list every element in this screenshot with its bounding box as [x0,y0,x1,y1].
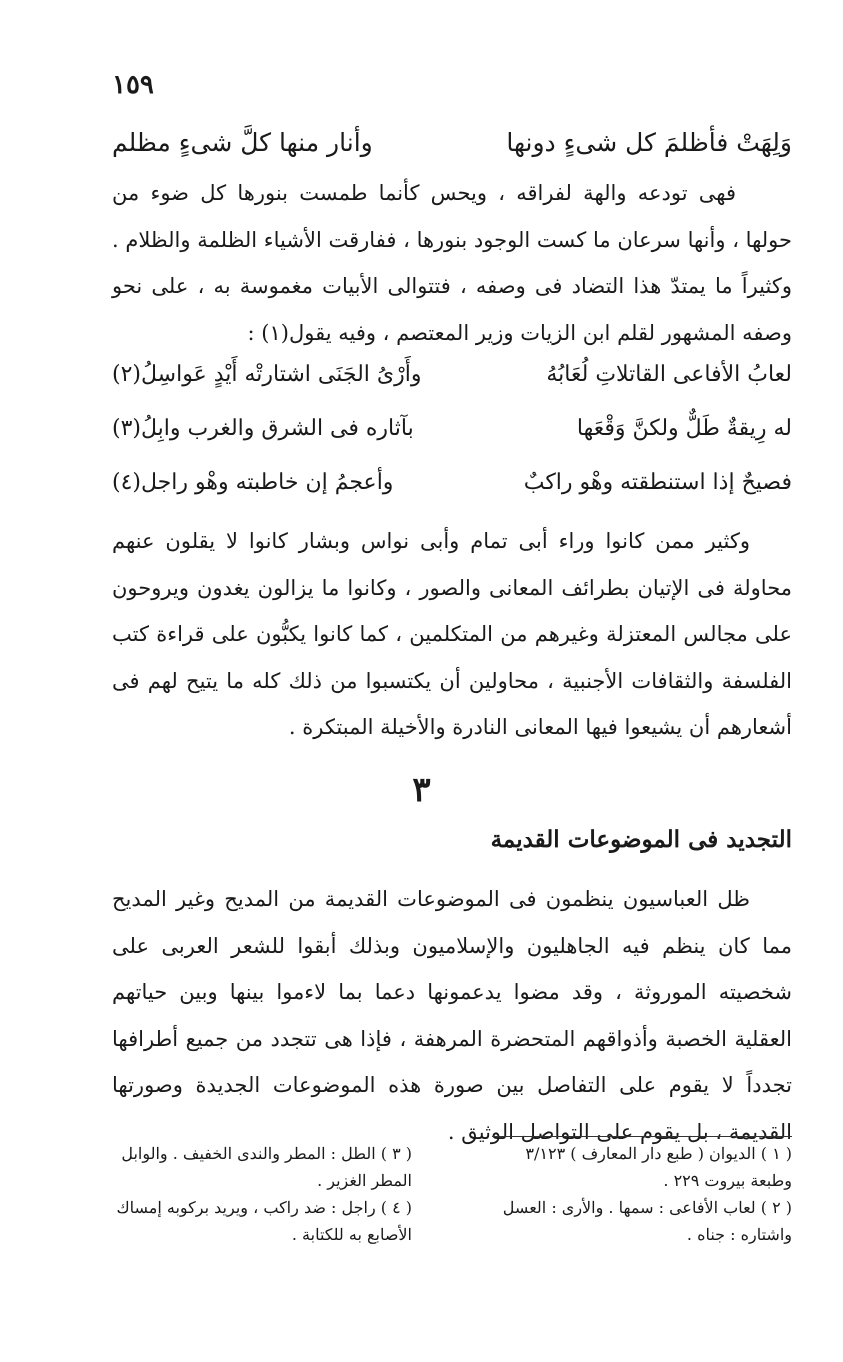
verse-line [112,356,792,410]
section-heading: التجديد فى الموضوعات القديمة [490,826,792,853]
poem-verses [112,356,792,518]
body-paragraph: وكثير ممن كانوا وراء أبى تمام وأبى نواس وبشار كانوا لا يقلون عنهم محاولة فى الإتيان بطرائف المعانى والصور ، وكانوا ما يزالون يغدون ويروحون على مجالس المعتزلة وغيرهم من المتكلمين ، كما كانوا يكبُّون على قراءة كتب الفلسفة والثقافات الأجنبية ، محاولين أن يكتسبوا من ذلك كله ما يتيح لهم فى أشعارهم أن يشيعوا فيها المعانى النادرة والأخيلة المبتكرة . [112,529,792,739]
body-paragraph: ظل العباسيون ينظمون فى الموضوعات القديمة من المديح وغير المديح مما كان ينظم فيه الجاهليون والإسلاميون وبذلك أبقوا للشعر العربى على شخصيته الموروثة ، وقد مضوا يدعمونها دعما بما لاءموا بينها وبين حياتهم العقلية الخصبة وأذواقهم المتحضرة المرهفة ، فإذا هى تتجدد من جميع أطرافها تجدداً لا يقوم على التفاصل بين صورة هذه الموضوعات الجديدة وصورتها القديمة ، بل يقوم على التواصل الوثيق . [112,887,792,1144]
verse-line [112,410,792,464]
verse-first-hemistich: فصيحٌ إذا استنطقته وهْو راكبٌ [523,470,792,495]
page-number: ١٥٩ [112,70,154,100]
verse-second-hemistich: بآثاره فى الشرق والغرب وابِلُ(٣) [112,416,414,441]
verse-first-hemistich: له رِيقةٌ طَلٌّ ولكنَّ وَقْعَها [576,416,792,441]
verse-line [112,464,792,518]
footnote-divider [492,1136,792,1137]
footnote: ( ١ ) الديوان ( طبع دار المعارف ) ٣/١٢٣ وطبعة بيروت ٢٢٩ . [525,1144,792,1190]
verse-second-hemistich: وأَرْىُ الجَنَى اشتارتْه أَيْدٍ عَواسِلُ(٢) [112,362,422,387]
footnote: ( ٢ ) لعاب الأفاعى : سمها . والأرى : العسل واشتاره : جناه . [502,1198,792,1244]
footnote: ( ٣ ) الطل : المطر والندى الخفيف . والوابل المطر الغزير . [121,1144,412,1190]
verse-second-hemistich: وأعجمُ إن خاطبته وهْو راجل(٤) [112,470,394,495]
footnotes-right-column [492,1140,792,1248]
footnotes-left-column [112,1140,412,1248]
opening-verse [112,128,792,172]
footnote: ( ٤ ) راجل : ضد راكب ، ويريد بركوبه إمساك الأصابع به للكتابة . [116,1198,412,1244]
section-number: ٣ [412,770,431,810]
verse-first-hemistich: لعابُ الأفاعى القاتلاتِ لُعَابُهُ [546,362,792,387]
verse-second-hemistich: وأنار منها كلَّ شىءٍ مظلم [112,128,373,157]
verse-first-hemistich: وَلِهَتْ فأظلمَ كل شىءٍ دونها [506,128,792,157]
body-paragraph: فهى تودعه والهة لفراقه ، ويحس كأنما طمست بنورها كل ضوء من حولها ، وأنها سرعان ما كست الوجود بنورها ، ففارقت الأشياء الظلمة والظلام . وكثيراً ما يمتدّ هذا التضاد فى وصفه ، فتتوالى الأبيات مغموسة به ، على نحو وصفه المشهور لقلم ابن الزيات وزير المعتصم ، وفيه يقول(١) : [112,181,792,345]
